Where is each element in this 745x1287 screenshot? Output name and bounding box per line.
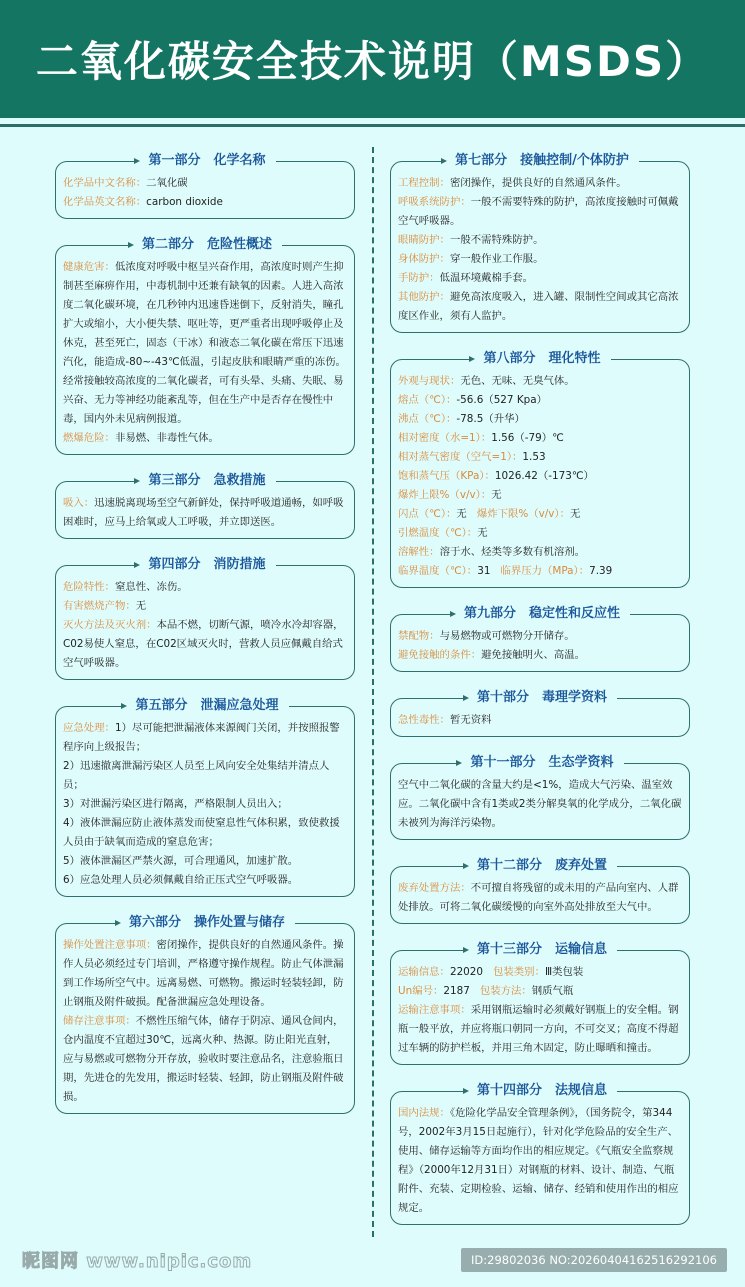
field-value: 采用钢瓶运输时必须戴好钢瓶上的安全帽。钢瓶一般平放，并应将瓶口朝同一方向，不可交叉；高度不得超过车辆的防护栏板，并用三角木固定，防止曝晒和撞击。 <box>398 1004 679 1054</box>
field-pair <box>398 391 547 410</box>
list-line <box>63 719 347 757</box>
section-heading: 第十部分 毒理学资料 <box>467 688 617 708</box>
field-0 <box>398 1001 682 1058</box>
field-label: 其他防护： <box>398 291 450 303</box>
field-label: 运输注意事项： <box>398 1004 471 1016</box>
field-value: 与易燃物或可燃物分开储存。 <box>439 630 575 642</box>
field-label: 爆炸上限%（v/v）： <box>398 489 492 501</box>
field-0 <box>398 1104 682 1218</box>
field-label: 工程控制： <box>398 177 450 189</box>
field-pair <box>398 467 594 486</box>
field-row <box>398 372 682 391</box>
field-2 <box>398 231 682 250</box>
section-heading: 第八部分 理化特性 <box>473 349 610 369</box>
field-value: 22020 <box>449 966 484 978</box>
field-value: 本品不燃，切断气源，喷冷水冷却容器，C02易使人窒息，在C02区域灭火时，营救人员应佩戴自给式空气呼吸器。 <box>63 619 344 669</box>
section-title <box>56 235 354 255</box>
field-value: 迅速脱离现场至空气新鲜处，保持呼吸道通畅，如呼吸困难时，应马上给氧或人工呼吸，并立即送医。 <box>63 497 344 528</box>
field-row <box>398 562 682 581</box>
field-value: 3）对泄漏污染区进行隔离，严格限制人员出入； <box>63 798 288 810</box>
field-0 <box>63 578 347 597</box>
field-value: 7.39 <box>589 565 613 577</box>
field-value: 穿一般作业工作服。 <box>449 253 544 265</box>
page-title: 二氧化碳安全技术说明（MSDS） <box>35 37 710 86</box>
field-label: 相对蒸气密度（空气=1）： <box>398 451 523 463</box>
field-0 <box>63 174 347 193</box>
field-0 <box>63 494 347 532</box>
header-banner <box>0 0 745 118</box>
field-1 <box>398 646 682 665</box>
arrow-icon <box>456 760 462 766</box>
field-value: -78.5（升华） <box>456 413 525 425</box>
field-value: 1.56（-79）℃ <box>491 432 564 444</box>
arrow-icon <box>469 356 475 362</box>
section-title <box>56 555 354 575</box>
section-exposure-control <box>390 153 690 333</box>
field-0 <box>398 627 682 646</box>
list-line <box>63 814 347 852</box>
field-label: Un编号： <box>398 985 444 997</box>
field-label: 熔点（℃）： <box>398 394 457 406</box>
arrow-icon <box>463 863 469 869</box>
field-value: 无 <box>135 600 147 612</box>
section-heading: 第七部分 接触控制/个体防护 <box>445 151 639 171</box>
arrow-icon <box>450 611 456 617</box>
section-heading: 第十三部分 运输信息 <box>467 940 617 960</box>
field-value: 不燃性压缩气体，储存于阴凉、通风仓间内，仓内温度不宜超过30℃，远离火种、热源。防止阳光直射，应与易燃或可燃物分开存放，验收时要注意品名，注意验瓶日期，先进仓的先发用，搬运时轻装、轻卸，防止钢瓶及附件破损。 <box>63 1015 344 1103</box>
section-title <box>56 471 354 491</box>
field-label: 引燃温度（℃）： <box>398 527 478 539</box>
field-label: 应急处理： <box>63 722 115 734</box>
field-pair <box>398 543 585 562</box>
field-label: 身体防护： <box>398 253 450 265</box>
arrow-icon <box>115 920 121 926</box>
section-heading: 第十二部分 废弃处置 <box>467 856 617 876</box>
field-value: 无色、无味、无臭气体。 <box>460 375 575 387</box>
field-value: carbon dioxide <box>146 196 223 208</box>
field-label: 国内法规： <box>398 1107 450 1119</box>
section-title <box>391 349 689 369</box>
field-3 <box>398 250 682 269</box>
field-row <box>398 524 682 562</box>
field-value: 31 <box>477 565 491 577</box>
left-column <box>55 147 355 1237</box>
field-label: 废弃处置方法： <box>398 882 471 894</box>
field-label: 储存注意事项： <box>63 1015 136 1027</box>
field-value: 无 <box>570 508 581 520</box>
section-stability <box>390 606 690 672</box>
field-label: 灭火方法及灭火剂： <box>63 619 157 631</box>
field-label: 包装方法： <box>479 985 532 997</box>
section-heading: 第二部分 危险性概述 <box>132 235 282 255</box>
field-row <box>398 963 682 982</box>
field-row <box>398 505 682 524</box>
section-heading: 第四部分 消防措施 <box>138 555 275 575</box>
field-value: 低温环境戴棉手套。 <box>439 272 534 284</box>
field-1 <box>63 429 347 448</box>
field-value: 溶于水、烃类等多数有机溶剂。 <box>439 546 586 558</box>
section-disposal <box>390 858 690 924</box>
field-value: 1）尽可能把泄漏液体来源阀门关闭，并按照报警程序向上级报告； <box>63 722 340 753</box>
field-pair <box>493 963 583 982</box>
arrow-icon <box>463 1088 469 1094</box>
section-title <box>391 753 689 773</box>
field-value: 暂无资料 <box>449 714 492 726</box>
section-title <box>391 604 689 624</box>
field-value: 一般不需要特殊的防护，高浓度接触时可佩戴空气呼吸器。 <box>398 196 679 227</box>
watermark-logo: 昵图网 www.nipic.com <box>22 1251 253 1272</box>
arrow-icon <box>134 478 140 484</box>
footer <box>0 1237 745 1287</box>
list-line <box>63 871 347 890</box>
column-divider <box>372 147 374 1237</box>
section-regulations <box>390 1083 690 1225</box>
field-pair <box>398 486 502 505</box>
field-1 <box>63 597 347 616</box>
section-heading: 第五部分 泄漏应急处理 <box>125 696 288 716</box>
field-pair <box>398 982 470 1001</box>
header-divider <box>0 124 745 127</box>
section-title <box>391 1081 689 1101</box>
field-value: 避免接触明火、高温。 <box>481 649 586 661</box>
field-value: 无 <box>477 527 488 539</box>
section-title <box>391 940 689 960</box>
field-pair <box>398 410 525 429</box>
section-first-aid <box>55 473 355 539</box>
field-row <box>398 982 682 1001</box>
section-hazard-overview <box>55 237 355 455</box>
field-value: 密闭操作，提供良好的自然通风条件。 <box>449 177 627 189</box>
field-value: 非易燃、非毒性气体。 <box>114 432 219 444</box>
section-heading: 第十四部分 法规信息 <box>467 1081 617 1101</box>
field-0 <box>398 711 682 730</box>
field-label: 包装类别： <box>493 966 545 978</box>
field-row <box>398 391 682 429</box>
section-title <box>56 151 354 171</box>
section-heading: 第三部分 急救措施 <box>138 471 275 491</box>
section-fire-fighting <box>55 557 355 680</box>
section-heading: 第一部分 化学名称 <box>138 151 275 171</box>
field-value: 不可擅自将残留的或未用的产品向室内、人群处排放。可将二氧化碳缓慢的向室外高处排放至大气中。 <box>398 882 679 913</box>
field-pair <box>398 562 490 581</box>
field-1 <box>398 193 682 231</box>
arrow-icon <box>134 158 140 164</box>
field-value: 2）迅速撤离泄漏污染区人员至上风向安全处集结并清点人员； <box>63 760 330 791</box>
field-0 <box>63 936 347 1012</box>
field-5 <box>398 288 682 326</box>
field-1 <box>63 193 347 212</box>
section-text: 空气中二氧化碳的含量大约是<1%，造成大气污染、温室效应。二氧化碳中含有1类或2类分解臭氧的化学成分，二氧化碳未被列为海洋污染物。 <box>398 779 682 829</box>
section-leak-emergency <box>55 698 355 897</box>
section-title <box>391 151 689 171</box>
field-value: 2187 <box>443 985 470 997</box>
field-label: 手防护： <box>398 272 440 284</box>
section-title <box>56 913 354 933</box>
section-title <box>56 696 354 716</box>
field-label: 燃爆危险： <box>63 432 115 444</box>
section-ecology <box>390 755 690 840</box>
section-title <box>391 688 689 708</box>
field-label: 运输信息： <box>398 966 450 978</box>
field-value: 低浓度对呼吸中枢呈兴奋作用，高浓度时则产生抑制甚至麻痹作用，中毒机制中还兼有缺氧的因素。人进入高浓度二氧化碳环境，在几秒钟内迅速昏迷倒下，反射消失，瞳孔扩大或缩小，大小便失禁、呕吐等，更严重者出现呼吸停止及休克，甚至死亡，固态（干冰）和液态二氧化碳在常压下迅速汽化，能造成-80~-43℃低温，引起皮肤和眼睛严重的冻伤。经常接触较高浓度的二氧化碳者，可有头晕、头痛、失眠、易兴奋、无力等神经功能紊乱等，但在生产中是否存在慢性中毒，国内外未见病例报道。 <box>63 261 346 425</box>
field-pair <box>398 448 546 467</box>
arrow-icon <box>134 562 140 568</box>
field-label: 健康危害： <box>63 261 115 273</box>
image-id-badge: ID:29802036 NO:20260404162516292106 <box>461 1248 727 1272</box>
field-label: 沸点（℃）： <box>398 413 457 425</box>
field-0 <box>63 258 347 429</box>
field-label: 危险特性： <box>63 581 115 593</box>
field-value: 无 <box>491 489 502 501</box>
field-value: 无 <box>456 508 467 520</box>
field-pair <box>398 505 467 524</box>
field-label: 操作处置注意事项： <box>63 939 157 951</box>
field-label: 有害燃烧产物： <box>63 600 136 612</box>
field-value: 1.53 <box>522 451 546 463</box>
section-title <box>391 856 689 876</box>
arrow-icon <box>441 158 447 164</box>
list-line <box>63 852 347 871</box>
field-label: 避免接触的条件： <box>398 649 482 661</box>
field-label: 临界温度（℃）： <box>398 565 478 577</box>
field-value: -56.6（527 Kpa） <box>456 394 547 406</box>
field-label: 眼睛防护： <box>398 234 450 246</box>
section-heading: 第九部分 稳定性和反应性 <box>454 604 630 624</box>
arrow-icon <box>463 947 469 953</box>
field-value: 密闭操作，提供良好的自然通风条件。操作人员必须经过专门培训，严格遵守操作规程。防止气体泄漏到工作场所空气中。远离易燃、可燃物。搬运时轻装轻卸，防止钢瓶及附件破损。配备泄漏应急处理设备。 <box>63 939 344 1008</box>
field-pair <box>480 982 574 1001</box>
section-physical-chemical <box>390 351 690 588</box>
field-label: 饱和蒸气压（KPa）： <box>398 470 495 482</box>
field-value: 避免高浓度吸入，进入罐、限制性空间或其它高浓度区作业，须有人监护。 <box>398 291 679 322</box>
field-value: Ⅲ类包装 <box>544 966 584 978</box>
arrow-icon <box>463 695 469 701</box>
field-value: 《危险化学品安全管理条例》，（国务院令，第344号，2002年3月15日起施行），针对化学危险品的安全生产、使用、储存运输等方面均作出的相应规定。《气瓶安全监察规程》（2000年12月31日）对钢瓶的材料、设计、制造、气瓶附件、充装、定期检验、运输、储存、经销和使用作出的相应规定。 <box>398 1107 679 1214</box>
field-value: 1026.42（-173℃） <box>494 470 594 482</box>
field-label: 呼吸系统防护： <box>398 196 471 208</box>
field-value: 一般不需特殊防护。 <box>449 234 544 246</box>
field-value: 钢质气瓶 <box>531 985 574 997</box>
right-column <box>390 147 690 1237</box>
section-handling-storage <box>55 915 355 1114</box>
field-label: 相对密度（水=1）： <box>398 432 492 444</box>
content-columns <box>0 147 745 1237</box>
field-0 <box>398 174 682 193</box>
field-value: 二氧化碳 <box>146 177 188 189</box>
section-chemical-name <box>55 153 355 219</box>
field-label: 急性毒性： <box>398 714 450 726</box>
field-value: 4）液体泄漏应防止液体蒸发而使窒息性气体积累，致使救援人员由于缺氧而造成的窒息危害； <box>63 817 340 848</box>
field-row <box>398 429 682 467</box>
field-label: 爆炸下限%（v/v）： <box>476 508 571 520</box>
column-divider-wrap <box>355 147 390 1237</box>
field-label: 化学品英文名称： <box>63 196 147 208</box>
list-line <box>63 757 347 795</box>
field-0 <box>398 879 682 917</box>
field-label: 化学品中文名称： <box>63 177 147 189</box>
field-1 <box>63 1012 347 1107</box>
field-label: 外观与现状： <box>398 375 461 387</box>
arrow-icon <box>121 703 127 709</box>
field-label: 临界压力（MPa）： <box>500 565 590 577</box>
field-label: 闪点（℃）： <box>398 508 457 520</box>
field-pair <box>398 524 488 543</box>
field-4 <box>398 269 682 288</box>
list-line <box>63 795 347 814</box>
field-pair <box>398 429 564 448</box>
section-heading: 第十一部分 生态学资料 <box>460 753 623 773</box>
field-value: 窒息性、冻伤。 <box>114 581 188 593</box>
field-row <box>398 467 682 505</box>
field-label: 禁配物： <box>398 630 440 642</box>
field-pair <box>398 963 483 982</box>
section-heading: 第六部分 操作处置与储存 <box>119 913 295 933</box>
field-label: 溶解性： <box>398 546 440 558</box>
section-toxicology <box>390 690 690 737</box>
section-transport <box>390 942 690 1065</box>
field-label: 吸入： <box>63 497 95 509</box>
field-pair <box>500 562 612 581</box>
field-value: 5）液体泄漏区严禁火源，可合理通风，加速扩散。 <box>63 855 299 867</box>
field-pair <box>398 372 575 391</box>
field-value: 6）应急处理人员必须佩戴自给正压式空气呼吸器。 <box>63 874 299 886</box>
arrow-icon <box>128 242 134 248</box>
field-pair <box>477 505 581 524</box>
field-2 <box>63 616 347 673</box>
